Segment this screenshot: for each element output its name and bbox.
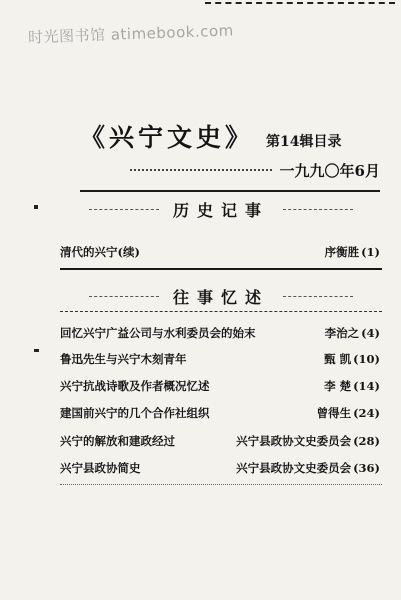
toc-entry <box>60 460 380 478</box>
scan-mark <box>34 205 38 209</box>
entry-page: (4) <box>361 326 380 340</box>
entry-author: 曾得生 <box>316 406 352 420</box>
entry-author: 李治之 <box>324 326 360 340</box>
section-heading-text: 往事忆述 <box>172 288 269 307</box>
scan-mark <box>34 349 39 352</box>
entry-page: (14) <box>353 379 380 393</box>
section-heading <box>60 285 382 308</box>
divider-rule <box>60 268 382 270</box>
heading-rule <box>89 209 159 210</box>
entry-title: 鲁迅先生与兴宁木刻青年 <box>60 352 187 366</box>
entry-title: 回忆兴宁广益公司与水利委员会的始末 <box>60 326 256 340</box>
entry-page: (36) <box>353 461 380 475</box>
heading-rule <box>89 296 159 297</box>
title-row <box>80 118 380 152</box>
toc-entry <box>60 244 380 262</box>
entry-title: 兴宁的解放和建政经过 <box>60 434 175 448</box>
entry-title: 兴宁县政协简史 <box>60 461 141 475</box>
toc-entry <box>60 405 380 423</box>
toc-entry <box>60 325 380 343</box>
entry-page: (28) <box>353 434 380 448</box>
entry-title: 兴宁抗战诗歌及作者概况忆述 <box>60 379 210 393</box>
issue-label: 第14辑目录 <box>266 134 342 150</box>
entry-page: (24) <box>353 406 380 420</box>
entry-page: (1) <box>361 245 380 259</box>
toc-entry <box>60 433 380 451</box>
publication-row <box>130 159 380 181</box>
heading-rule <box>283 296 353 297</box>
divider-rule <box>80 190 380 192</box>
entry-author: 李 楚 <box>324 379 352 393</box>
entry-author: 兴宁县政协文史委员会 <box>236 461 352 475</box>
entry-title: 清代的兴宁(续) <box>60 245 140 259</box>
entry-author: 序衡胜 <box>324 245 360 259</box>
top-dash-line <box>205 2 395 6</box>
divider-rule <box>60 484 382 485</box>
toc-entry <box>60 378 380 396</box>
dotted-leader <box>130 169 272 171</box>
entry-author: 兴宁县政协文史委员会 <box>236 434 352 448</box>
book-title: 《兴宁文史》 <box>80 123 255 152</box>
entry-title: 建国前兴宁的几个合作社组织 <box>60 406 210 420</box>
toc-entry <box>60 351 380 369</box>
heading-rule <box>283 209 353 210</box>
entry-author: 甄 凯 <box>324 352 352 366</box>
section-heading <box>60 198 382 221</box>
divider-rule <box>60 311 382 312</box>
section-heading-text: 历史记事 <box>172 201 269 220</box>
watermark: 时光图书馆 atimebook.com <box>27 21 234 47</box>
publication-date: 一九九〇年6月 <box>279 161 380 180</box>
entry-page: (10) <box>353 352 380 366</box>
